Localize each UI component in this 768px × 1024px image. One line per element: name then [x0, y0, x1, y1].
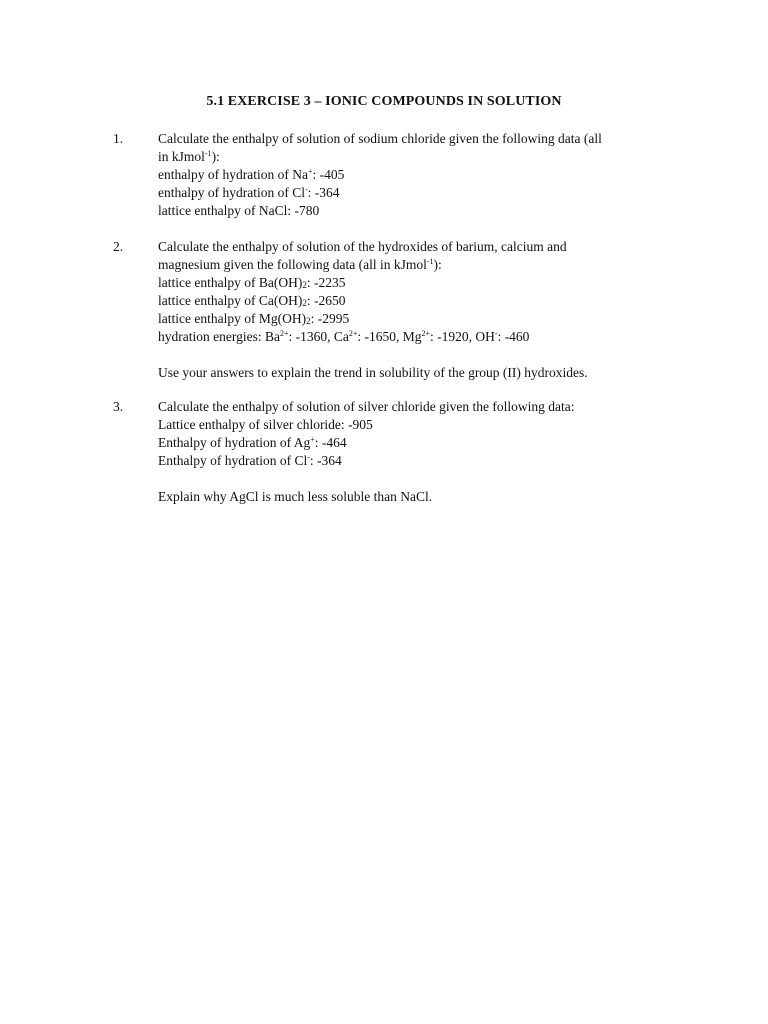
question-1-lattice-enthalpy: lattice enthalpy of NaCl: -780	[158, 203, 320, 218]
question-3-lattice-enthalpy: Lattice enthalpy of silver chloride: -905	[158, 417, 373, 432]
question-2-mg-lattice: lattice enthalpy of $Mg(OH)_2$: -2995	[158, 311, 350, 326]
question-1-intro-line-2: in kJmol$^{-1}$):	[158, 149, 220, 164]
question-3-cl-hydration: Enthalpy of hydration of Cl-: -364	[158, 453, 342, 468]
question-3	[158, 398, 678, 506]
question-2-intro-line-2: magnesium given the following data (all in kJmol$^{-1}$):	[158, 257, 442, 272]
question-1-cl-hydration: enthalpy of hydration of Cl-: -364	[158, 185, 340, 200]
question-1-intro-line-1: Calculate the enthalpy of solution of sodium chloride given the following data (all	[158, 131, 602, 146]
question-2	[158, 238, 678, 382]
page-title: 5.1 EXERCISE 3 – IONIC COMPOUNDS IN SOLUTION	[206, 94, 562, 109]
question-3-number: 3.	[113, 399, 124, 414]
question-1-na-hydration: enthalpy of hydration of Na+: -405	[158, 167, 345, 182]
question-2-followup: Use your answers to explain the trend in solubility of the group (II) hydroxides.	[158, 365, 588, 380]
question-2-hydration-energies: hydration energies: $Ba^{2+}$: -1360, $Ca^{2+}$: -1650, $Mg^{2+}$: -1920, OH-: -460	[158, 329, 530, 344]
question-1	[158, 130, 678, 220]
question-2-ba-lattice: lattice enthalpy of $Ba(OH)_2$: -2235	[158, 275, 346, 290]
question-3-intro: Calculate the enthalpy of solution of silver chloride given the following data:	[158, 399, 575, 414]
question-2-intro-line-1: Calculate the enthalpy of solution of the hydroxides of barium, calcium and	[158, 239, 567, 254]
question-2-number: 2.	[113, 239, 124, 254]
question-1-number: 1.	[113, 131, 124, 146]
question-3-followup: Explain why AgCl is much less soluble than NaCl.	[158, 489, 433, 504]
question-2-ca-lattice: lattice enthalpy of $Ca(OH)_2$: -2650	[158, 293, 346, 308]
question-3-ag-hydration: Enthalpy of hydration of Ag+: -464	[158, 435, 347, 450]
